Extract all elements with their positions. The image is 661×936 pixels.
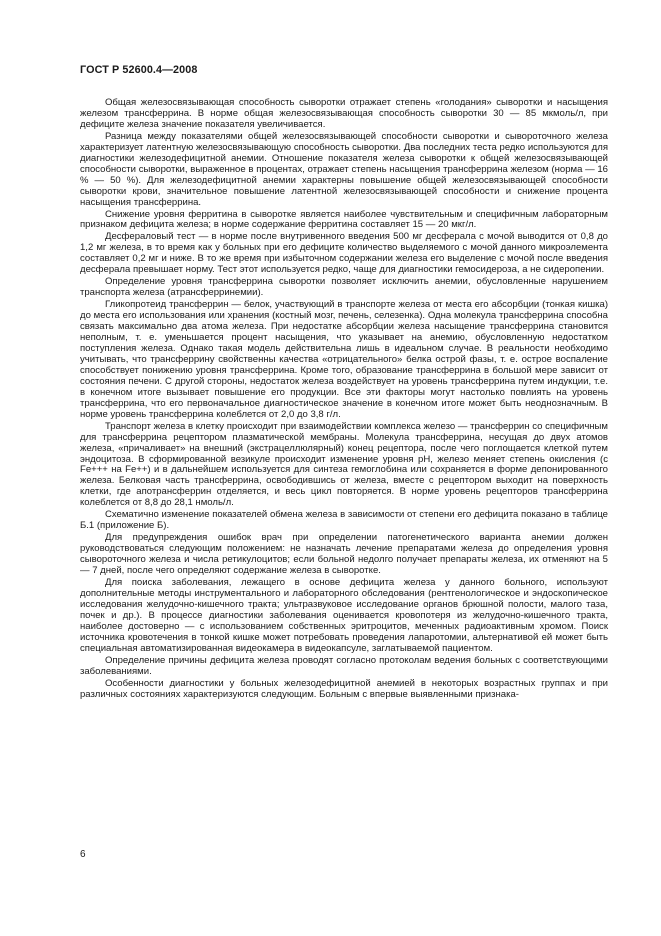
document-body [80,98,608,701]
paragraph: Гликопротеид трансферрин — белок, участвующий в транспорте железа от места его абсорбции (тонкая кишка) до места его использования или хранения (костный мозг, печень, селезенка). Одна молекула трансферрина способна связать максимально два атома железа. При недостатке абсорбции железа насыщение трансферрина становится неполным, т. е. уменьшается процент насыщения, что указывает на анемию, обусловленную недостатком поступления железа. Однако такая модель действительна лишь в идеальном случае. В реальности необходимо учитывать, что трансферрину свойственны качества «отрицательного» белка острой фазы, т. е. острое воспаление способствует понижению уровня трансферрина. Кроме того, образование трансферрина в большой мере зависит от состояния печени. С другой стороны, недостаток железа воздействует на уровень трансферрина путем индукции, т.е. в конечном итоге вызывает повышение его продукции. Все эти факторы могут настолько повлиять на уровень трансферрина, что его первоначальное диагностическое значение в конечном итоге может быть неоднозначным. В норме уровень трансферрина колеблется от 2,0 до 3,8 г/л. [80,299,608,420]
paragraph: Общая железосвязывающая способность сыворотки отражает степень «голодания» сыворотки и насыщения железом трансферрина. В норме общая железосвязывающая способность сыворотки 30 — 85 мкмоль/л, при дефиците железа значение показателя увеличивается. [80,97,608,130]
paragraph: Схематично изменение показателей обмена железа в зависимости от степени его дефицита показано в таблице Б.1 (приложение Б). [80,509,608,532]
page-number: 6 [80,849,86,860]
paragraph: Снижение уровня ферритина в сыворотке является наиболее чувствительным и специфичным лабораторным признаком дефицита железа; в норме содержание ферритина составляет 15 — 20 мкг/л. [80,208,608,231]
paragraph: Особенности диагностики у больных железодефицитной анемией в некоторых возрастных группах и при различных состояниях характеризуются следующим. Больным с впервые выявленными признака- [80,677,608,700]
paragraph: Определение уровня трансферрина сыворотки позволяет исключить анемии, обусловленные нарушением транспорта железа (атрансферринемии). [80,276,608,299]
paragraph: Для поиска заболевания, лежащего в основе дефицита железа у данного больного, используют дополнительные методы инструментального и лабораторного обследования (рентгенологическое и эндоскопическое исследования желудочно-кишечного тракта; ультразвуковое исследование органов брюшной полости, малого таза, почек и др.). В процессе диагностики заболевания оценивается кровопотеря из желудочно-кишечного тракта, наиболее достоверно — с использованием собственных эритроцитов, меченных радиоактивным хромом. Поиск источника кровотечения в тонкой кишке может потребовать проведения лапаротомии, альтернативой ей может быть специальная автоматизированная видеокамера в видеокапсуле, заглатываемой пациентом. [80,576,608,654]
paragraph: Определение причины дефицита железа проводят согласно протоколам ведения больных с соответствующими заболеваниями. [80,654,608,677]
paragraph: Для предупреждения ошибок врач при определении патогенетического варианта анемии должен руководствоваться следующим положением: не назначать лечение препаратами железа до определения уровня сывороточного железа и числа ретикулоцитов; если больной недолго получает препараты железа, их отменяют на 5 — 7 дней, после чего определяют содержание железа в сыворотке. [80,532,608,577]
document-header: ГОСТ Р 52600.4—2008 [80,64,198,76]
paragraph: Транспорт железа в клетку происходит при взаимодействии комплекса железо — трансферрин со специфичным для трансферрина рецептором плазматической мембраны. Молекула трансферрина, несущая до двух атомов железа, «причаливает» на внешний (экстрацеллюлярный) конец рецептора, после чего поглощается клеткой путем эндоцитоза. В сформированной везикуле происходит изменение уровня pH, железо меняет степень окисления (с Fe+++ на Fe++) и в дальнейшем используется для синтеза гемоглобина или сохраняется в форме депонированного железа. Белковая часть трансферрина, освободившись от железа, вместе с рецептором выходит на поверхность клетки, где апотрансферрин отделяется, и весь цикл повторяется. В норме уровень рецепторов трансферрина колеблется от 8,8 до 28,1 нмоль/л. [80,420,608,509]
paragraph: Десфераловый тест — в норме после внутривенного введения 500 мг десферала с мочой выводится от 0,8 до 1,2 мг железа, в то время как у больных при его дефиците количество выделяемого с мочой данного микроэлемента составляет 0,2 мг и ниже. В то же время при избыточном содержании железа его выделение с мочой после введения десферала превышает норму. Тест этот используется редко, чаще для диагностики гемосидероза, а не сидеропении. [80,231,608,276]
paragraph: Разница между показателями общей железосвязывающей способности сыворотки и сывороточного железа характеризует латентную железосвязывающую способность сыворотки. Два последних теста редко используются для диагностики железодефицитной анемии. Отношение показателя железа сыворотки к общей железосвязывающей способности сыворотки, выраженное в процентах, отражает степень насыщения трансферрина железом (норма — 16 % — 50 %). Для железодефицитной анемии характерны повышение общей железосвязывающей способности сыворотки крови, значительное повышение латентной железосвязывающей способности и снижение процента насыщения трансферрина. [80,130,608,208]
